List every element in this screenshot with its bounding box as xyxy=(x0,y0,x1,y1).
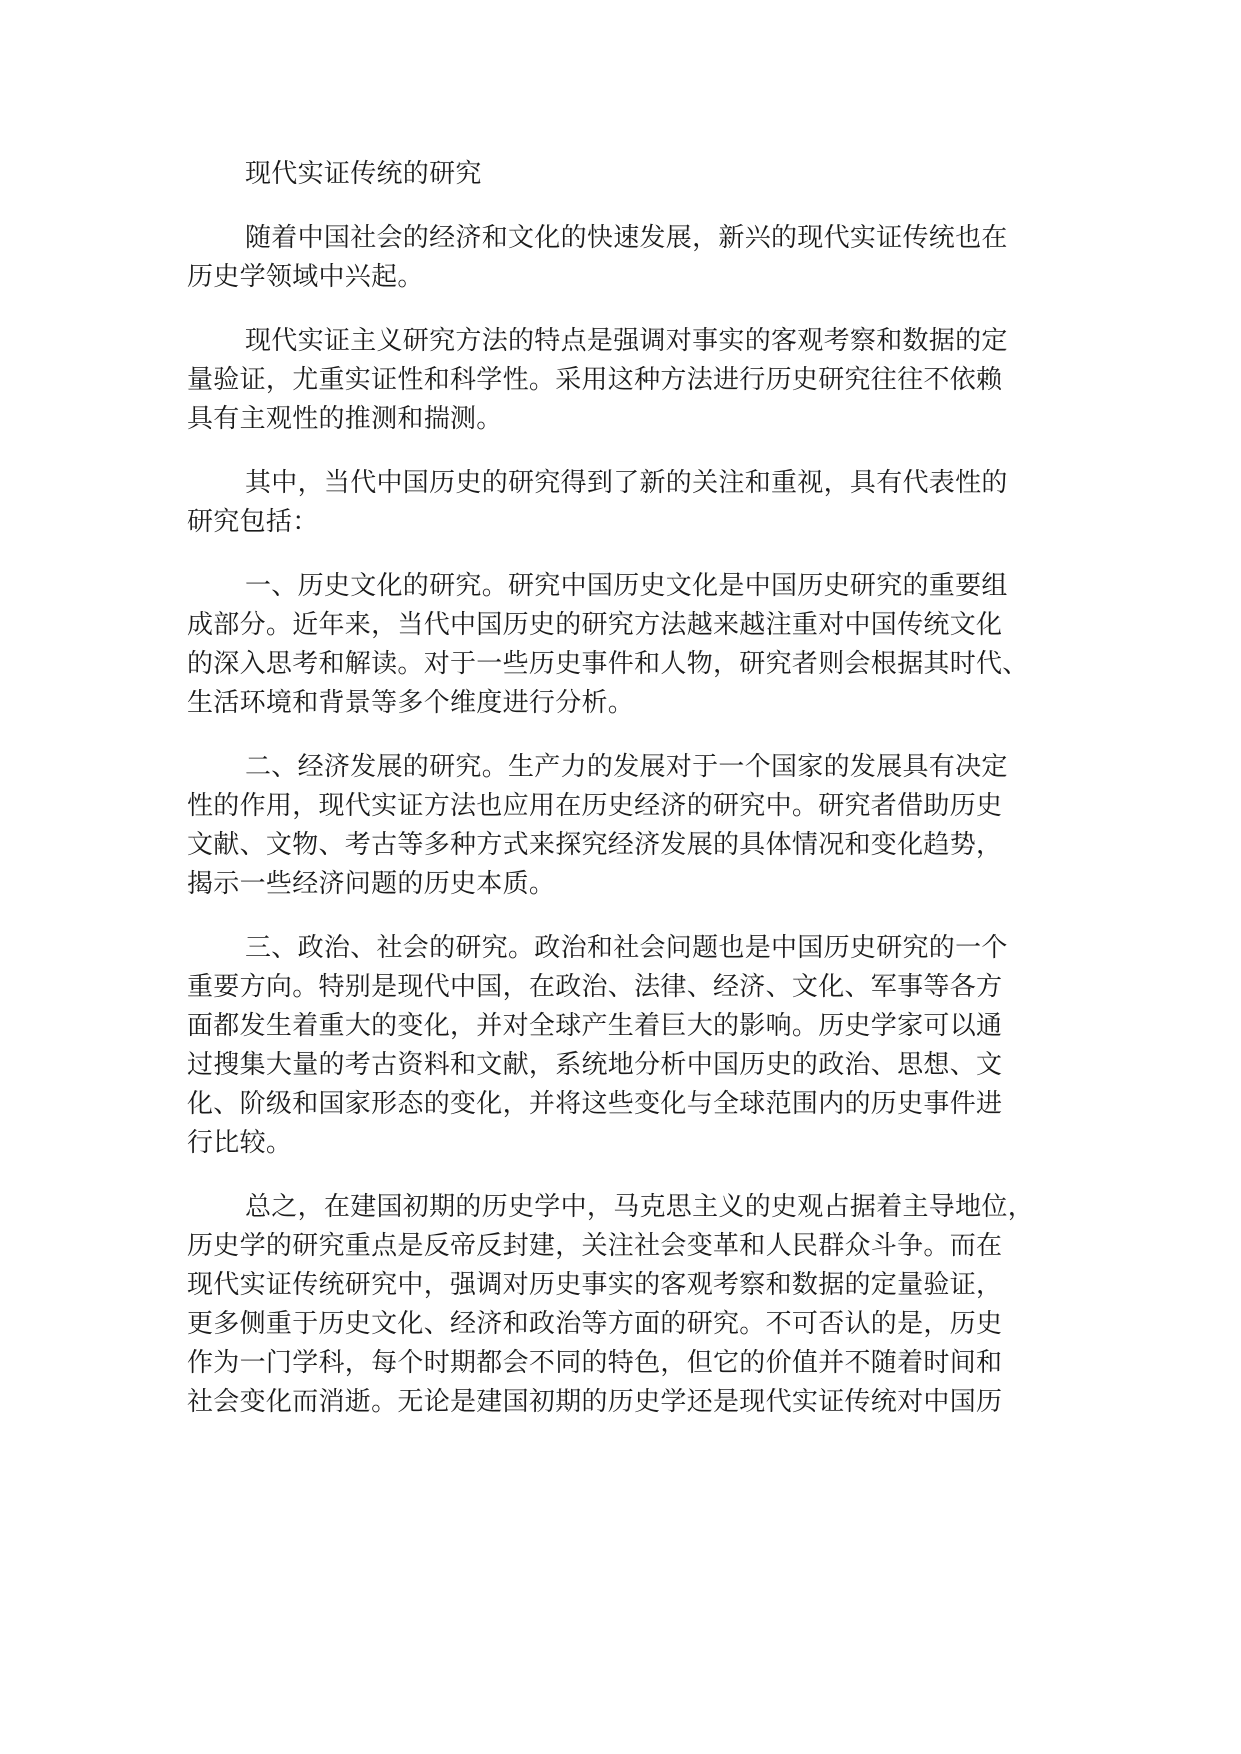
title-text: 现代实证传统的研究 xyxy=(245,159,482,189)
paragraph-line: 量验证，尤重实证性和科学性。采用这种方法进行历史研究往往不依赖 xyxy=(187,365,1003,395)
paragraph xyxy=(187,929,1067,1163)
paragraph-line: 社会变化而消逝。无论是建国初期的历史学还是现代实证传统对中国历 xyxy=(187,1387,1003,1417)
paragraph xyxy=(187,464,1067,542)
paragraph-line: 其中，当代中国历史的研究得到了新的关注和重视，具有代表性的 xyxy=(245,468,1008,498)
paragraph-line: 作为一门学科，每个时期都会不同的特色，但它的价值并不随着时间和 xyxy=(187,1348,1003,1378)
paragraph-line: 更多侧重于历史文化、经济和政治等方面的研究。不可否认的是，历史 xyxy=(187,1309,1003,1339)
paragraph xyxy=(187,1188,1067,1422)
paragraph-line: 成部分。近年来，当代中国历史的研究方法越来越注重对中国传统文化 xyxy=(187,610,1003,640)
paragraph-line: 面都发生着重大的变化，并对全球产生着巨大的影响。历史学家可以通 xyxy=(187,1011,1003,1041)
paragraph-line: 文献、文物、考古等多种方式来探究经济发展的具体情况和变化趋势， xyxy=(187,830,1003,860)
paragraph-line: 现代实证主义研究方法的特点是强调对事实的客观考察和数据的定 xyxy=(245,326,1008,356)
paragraph-line: 具有主观性的推测和揣测。 xyxy=(187,404,503,434)
paragraph xyxy=(187,567,1067,723)
paragraph-line: 三、政治、社会的研究。政治和社会问题也是中国历史研究的一个 xyxy=(245,933,1008,963)
paragraph-line: 重要方向。特别是现代中国，在政治、法律、经济、文化、军事等各方 xyxy=(187,972,1003,1002)
paragraph-line: 行比较。 xyxy=(187,1128,293,1158)
paragraph-line: 一、历史文化的研究。研究中国历史文化是中国历史研究的重要组 xyxy=(245,571,1008,601)
document-body xyxy=(187,155,1067,1447)
paragraph-line: 揭示一些经济问题的历史本质。 xyxy=(187,869,556,899)
paragraph xyxy=(187,748,1067,904)
paragraph-line: 化、阶级和国家形态的变化，并将这些变化与全球范围内的历史事件进 xyxy=(187,1089,1003,1119)
paragraph xyxy=(187,322,1067,439)
paragraph-line: 研究包括： xyxy=(187,507,319,537)
paragraph-line: 生活环境和背景等多个维度进行分析。 xyxy=(187,688,635,718)
paragraph-line: 性的作用，现代实证方法也应用在历史经济的研究中。研究者借助历史 xyxy=(187,791,1003,821)
paragraph-line: 总之，在建国初期的历史学中，马克思主义的史观占据着主导地位， xyxy=(245,1192,1035,1222)
paragraph-line: 的深入思考和解读。对于一些历史事件和人物，研究者则会根据其时代、 xyxy=(187,649,1029,679)
paragraph-list xyxy=(187,219,1067,1422)
paragraph-line: 过搜集大量的考古资料和文献，系统地分析中国历史的政治、思想、文 xyxy=(187,1050,1003,1080)
paragraph-line: 历史学的研究重点是反帝反封建，关注社会变革和人民群众斗争。而在 xyxy=(187,1231,1003,1261)
paragraph-line: 历史学领域中兴起。 xyxy=(187,262,424,292)
paragraph-line: 随着中国社会的经济和文化的快速发展，新兴的现代实证传统也在 xyxy=(245,223,1008,253)
document-title xyxy=(187,155,1067,194)
paragraph-line: 现代实证传统研究中，强调对历史事实的客观考察和数据的定量验证， xyxy=(187,1270,1003,1300)
paragraph-line: 二、经济发展的研究。生产力的发展对于一个国家的发展具有决定 xyxy=(245,752,1008,782)
paragraph xyxy=(187,219,1067,297)
